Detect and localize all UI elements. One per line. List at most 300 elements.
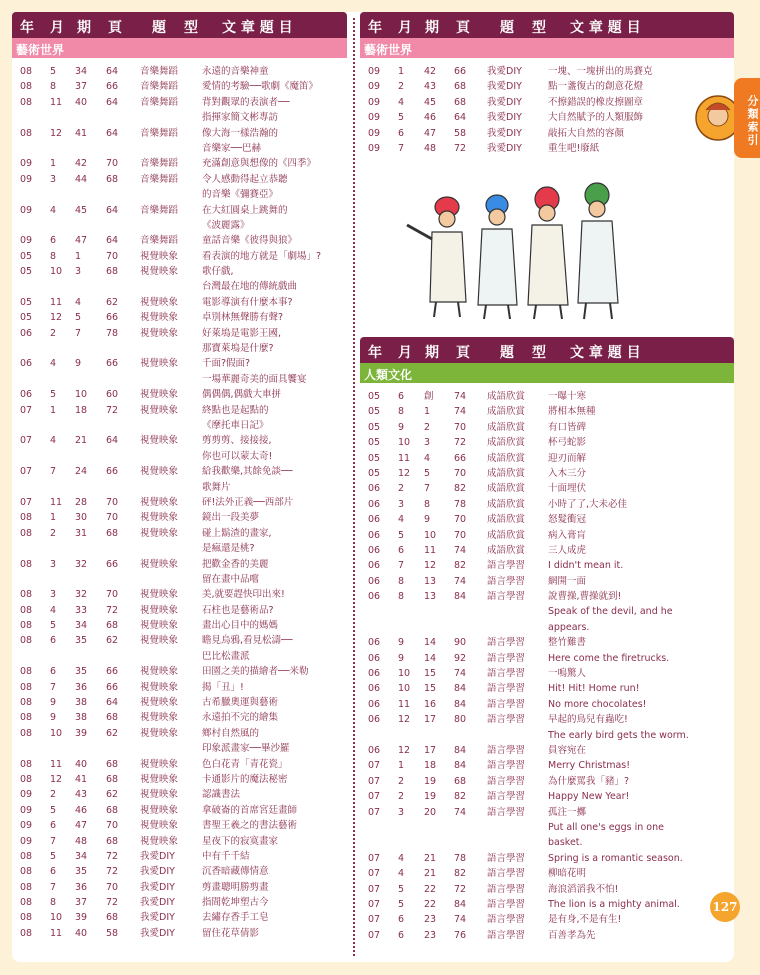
type-cell: 語言學習 xyxy=(487,914,526,926)
page-cell: 68 xyxy=(106,758,119,770)
title-cell: 一鳴驚人 xyxy=(548,668,587,680)
issue-cell: 16 xyxy=(424,698,437,710)
header-month: 月 xyxy=(50,20,64,36)
type-cell: 我愛DIY xyxy=(140,881,175,893)
header-type-2: 型 xyxy=(532,20,546,36)
month-cell: 4 xyxy=(398,96,405,108)
year-cell: 06 xyxy=(368,744,381,756)
table-row xyxy=(12,818,347,833)
page-cell: 72 xyxy=(106,604,119,616)
month-cell: 2 xyxy=(398,483,405,495)
type-cell: 視覺映象 xyxy=(140,666,179,678)
title-cell: 一塊、一塊拼出的馬賽克 xyxy=(548,66,653,77)
page-cell: 84 xyxy=(454,698,467,710)
title-cell: 印象派畫家──畢沙羅 xyxy=(202,743,290,755)
issue-cell: 1 xyxy=(424,406,431,418)
header-year: 年 xyxy=(368,345,382,361)
year-cell: 05 xyxy=(20,250,33,262)
issue-cell: 34 xyxy=(75,66,88,77)
year-cell: 07 xyxy=(368,852,381,864)
table-row xyxy=(12,572,347,587)
year-cell: 05 xyxy=(368,406,381,418)
month-cell: 1 xyxy=(50,404,57,416)
month-cell: 12 xyxy=(398,714,411,726)
issue-cell: 47 xyxy=(75,820,88,832)
table-row xyxy=(360,481,734,496)
issue-cell: 33 xyxy=(75,604,88,616)
header-month: 月 xyxy=(398,345,412,361)
table-row xyxy=(360,851,734,866)
title-cell: 是瘋還是桃? xyxy=(202,543,255,555)
title-cell: 田園之美的描繪者──米勒 xyxy=(202,666,309,678)
year-cell: 07 xyxy=(368,898,381,910)
issue-cell: 19 xyxy=(424,775,437,787)
issue-cell: 24 xyxy=(75,466,88,478)
issue-cell: 42 xyxy=(424,66,437,77)
year-cell: 09 xyxy=(20,835,33,847)
header-issue: 期 xyxy=(425,20,439,36)
issue-cell: 37 xyxy=(75,897,88,909)
page-cell: 72 xyxy=(454,437,467,449)
title-cell: 不擦錯誤的橡皮擦圖章 xyxy=(548,96,644,108)
type-cell: 音樂舞蹈 xyxy=(140,158,179,170)
title-cell: 鄉村自然風的 xyxy=(202,727,260,739)
page-cell: 72 xyxy=(454,142,467,154)
page-cell: 66 xyxy=(106,358,119,370)
month-cell: 9 xyxy=(50,712,57,724)
title-cell: 歌仔戲, xyxy=(202,266,234,278)
title-cell: 你也可以蒙太奇! xyxy=(202,450,273,462)
year-cell: 08 xyxy=(20,666,33,678)
table-row xyxy=(360,451,734,466)
table-row xyxy=(360,420,734,435)
type-cell: 我愛DIY xyxy=(140,866,175,878)
month-cell: 6 xyxy=(50,820,57,832)
issue-cell: 18 xyxy=(75,404,88,416)
type-cell: 視覺映象 xyxy=(140,312,179,324)
page-cell: 80 xyxy=(454,714,467,726)
title-cell: 員容宛在 xyxy=(548,744,587,756)
month-cell: 9 xyxy=(398,637,405,649)
title-cell: 音樂家──巴赫 xyxy=(202,142,261,154)
title-cell: 《摩托車日記》 xyxy=(202,419,269,431)
table-row xyxy=(12,772,347,787)
issue-cell: 38 xyxy=(75,697,88,709)
title-cell: 像大海一樣浩瀚的 xyxy=(202,127,279,139)
month-cell: 11 xyxy=(50,96,63,108)
issue-cell: 10 xyxy=(75,389,88,401)
issue-cell: 7 xyxy=(75,327,82,339)
title-cell: 永遠的音樂神童 xyxy=(202,66,269,77)
table-row xyxy=(360,110,734,125)
type-cell: 視覺映象 xyxy=(140,404,179,416)
page-cell: 66 xyxy=(106,81,119,93)
title-cell: 台灣最在地的傳統戲曲 xyxy=(202,281,298,293)
year-cell: 08 xyxy=(20,127,33,139)
issue-cell: 14 xyxy=(424,637,437,649)
title-cell: 令人感動得起立恭聽 xyxy=(202,173,288,185)
page-cell: 64 xyxy=(106,96,119,108)
header-title: 文 章 題 目 xyxy=(570,20,641,36)
type-cell: 視覺映象 xyxy=(140,697,179,709)
table-row xyxy=(360,835,734,850)
table-row xyxy=(12,464,347,479)
page-cell: 62 xyxy=(106,727,119,739)
page-cell: 90 xyxy=(454,637,467,649)
month-cell: 2 xyxy=(398,791,405,803)
month-cell: 6 xyxy=(50,666,57,678)
page-cell: 82 xyxy=(454,868,467,880)
year-cell: 06 xyxy=(368,560,381,572)
page-cell: 84 xyxy=(454,591,467,603)
title-cell: 孤注一擲 xyxy=(548,806,587,818)
table-row xyxy=(12,803,347,818)
year-cell: 09 xyxy=(368,81,381,93)
table-row xyxy=(12,618,347,633)
title-cell: 將相本無種 xyxy=(548,406,596,418)
month-cell: 3 xyxy=(398,806,405,818)
title-cell: 在大紅圓桌上跳舞的 xyxy=(202,204,288,216)
month-cell: 2 xyxy=(50,789,57,801)
type-cell: 語言學習 xyxy=(487,852,526,864)
month-cell: 4 xyxy=(50,604,57,616)
header-year: 年 xyxy=(368,20,382,36)
page-cell: 68 xyxy=(106,773,119,785)
title-cell: 瞻見烏鴉,看見松濤── xyxy=(202,635,293,647)
type-cell: 成語欣賞 xyxy=(487,406,526,418)
table-row xyxy=(12,156,347,171)
table-row xyxy=(12,64,347,79)
title-cell: 卡通影片的魔法秘密 xyxy=(202,773,288,785)
month-cell: 10 xyxy=(398,668,411,680)
title-cell: Hit! Hit! Home run! xyxy=(548,683,640,695)
header-page: 頁 xyxy=(108,20,122,36)
page-cell: 68 xyxy=(106,712,119,724)
index-page xyxy=(12,12,738,962)
page-cell: 66 xyxy=(106,466,119,478)
type-cell: 視覺映象 xyxy=(140,620,179,632)
table-row xyxy=(12,295,347,310)
page-cell: 72 xyxy=(106,897,119,909)
title-cell: 為什麼罵我「豬」? xyxy=(548,775,630,787)
type-cell: 視覺映象 xyxy=(140,558,179,570)
page-cell: 68 xyxy=(454,775,467,787)
month-cell: 3 xyxy=(398,498,405,510)
table-row xyxy=(12,757,347,772)
month-cell: 6 xyxy=(398,929,405,941)
year-cell: 07 xyxy=(368,929,381,941)
title-cell: 認識書法 xyxy=(202,789,241,801)
type-cell: 語言學習 xyxy=(487,898,526,910)
page-cell: 70 xyxy=(454,514,467,526)
page-cell: 72 xyxy=(106,866,119,878)
table-row xyxy=(12,726,347,741)
table-row xyxy=(360,95,734,110)
title-cell: 病入膏肓 xyxy=(548,529,587,541)
month-cell: 7 xyxy=(50,466,57,478)
title-cell: 好萊塢是電影王國, xyxy=(202,327,282,339)
table-row xyxy=(360,574,734,589)
page-cell: 70 xyxy=(106,496,119,508)
title-cell: The lion is a mighty animal. xyxy=(548,898,680,910)
year-cell: 07 xyxy=(20,435,33,447)
type-cell: 我愛DIY xyxy=(140,912,175,924)
type-cell: 視覺映象 xyxy=(140,496,179,508)
year-cell: 09 xyxy=(20,173,33,185)
title-cell: 那寶萊塢是什麼? xyxy=(202,343,274,355)
title-cell: 千面?假面? xyxy=(202,358,251,370)
title-cell: 古希臘奧運與藝術 xyxy=(202,697,279,709)
title-cell: The early bird gets the worm. xyxy=(548,729,689,741)
table-row xyxy=(360,758,734,773)
year-cell: 06 xyxy=(368,544,381,556)
year-cell: 08 xyxy=(20,620,33,632)
issue-cell: 35 xyxy=(75,666,88,678)
month-cell: 4 xyxy=(50,204,57,216)
title-cell: 給我歡樂,其餘免談── xyxy=(202,466,293,478)
table-row xyxy=(360,789,734,804)
type-cell: 語言學習 xyxy=(487,868,526,880)
year-cell: 08 xyxy=(20,881,33,893)
type-cell: 音樂舞蹈 xyxy=(140,66,179,77)
type-cell: 語言學習 xyxy=(487,744,526,756)
month-cell: 2 xyxy=(50,327,57,339)
title-cell: Merry Christmas! xyxy=(548,760,631,772)
issue-cell: 2 xyxy=(424,421,431,433)
type-cell: 視覺映象 xyxy=(140,466,179,478)
page-cell: 60 xyxy=(106,389,119,401)
year-cell: 09 xyxy=(20,235,33,247)
year-cell: 09 xyxy=(20,204,33,216)
issue-cell: 3 xyxy=(75,266,82,278)
page-cell: 92 xyxy=(454,652,467,664)
month-cell: 7 xyxy=(398,142,405,154)
page-cell: 72 xyxy=(454,883,467,895)
page-number: 127 xyxy=(710,892,740,922)
month-cell: 9 xyxy=(50,697,57,709)
type-cell: 我愛DIY xyxy=(140,850,175,862)
title-cell: 有口皆碑 xyxy=(548,421,587,433)
page-cell: 68 xyxy=(106,912,119,924)
year-cell: 06 xyxy=(368,529,381,541)
month-cell: 10 xyxy=(50,727,63,739)
table-row xyxy=(12,664,347,679)
table-row xyxy=(12,633,347,648)
type-cell: 語言學習 xyxy=(487,683,526,695)
title-cell: 三人成虎 xyxy=(548,544,587,556)
month-cell: 1 xyxy=(50,512,57,524)
year-cell: 08 xyxy=(20,512,33,524)
table-row xyxy=(360,589,734,604)
title-cell: 重生吧!廢紙 xyxy=(548,142,600,154)
page-cell: 84 xyxy=(454,744,467,756)
title-cell: 大自然賦予的人類服飾 xyxy=(548,112,644,124)
table-row xyxy=(360,928,734,943)
year-cell: 08 xyxy=(20,635,33,647)
table-row xyxy=(12,449,347,464)
type-cell: 視覺映象 xyxy=(140,712,179,724)
month-cell: 5 xyxy=(398,529,405,541)
issue-cell: 41 xyxy=(75,773,88,785)
title-cell: 點一盞復古的創意花燈 xyxy=(548,81,644,93)
title-cell: Put all one's eggs in one xyxy=(548,821,664,833)
year-cell: 06 xyxy=(368,591,381,603)
title-cell: 網開一面 xyxy=(548,575,587,587)
type-cell: 語言學習 xyxy=(487,560,526,572)
issue-cell: 21 xyxy=(75,435,88,447)
issue-cell: 17 xyxy=(424,714,437,726)
type-cell: 成語欣賞 xyxy=(487,544,526,556)
issue-cell: 39 xyxy=(75,912,88,924)
month-cell: 10 xyxy=(398,683,411,695)
table-row xyxy=(12,326,347,341)
table-row xyxy=(360,141,734,156)
title-cell: 一場華麗奇美的面具饗宴 xyxy=(202,373,307,385)
month-cell: 1 xyxy=(398,66,405,77)
year-cell: 09 xyxy=(368,66,381,77)
month-cell: 6 xyxy=(50,235,57,247)
year-cell: 08 xyxy=(20,66,33,77)
issue-cell: 19 xyxy=(424,791,437,803)
title-cell: 敲拓大自然的容顏 xyxy=(548,127,625,139)
title-cell: I didn't mean it. xyxy=(548,560,624,572)
month-cell: 11 xyxy=(398,698,411,710)
table-row xyxy=(12,895,347,910)
type-cell: 語言學習 xyxy=(487,929,526,941)
month-cell: 8 xyxy=(50,250,57,262)
page-cell: 68 xyxy=(106,266,119,278)
month-cell: 12 xyxy=(398,744,411,756)
type-cell: 視覺映象 xyxy=(140,604,179,616)
month-cell: 8 xyxy=(398,575,405,587)
page-cell: 78 xyxy=(106,327,119,339)
month-cell: 4 xyxy=(398,514,405,526)
index-list xyxy=(360,64,734,156)
month-cell: 10 xyxy=(50,266,63,278)
year-cell: 07 xyxy=(368,775,381,787)
table-row xyxy=(12,387,347,402)
table-row xyxy=(360,712,734,727)
year-cell: 05 xyxy=(20,296,33,308)
type-cell: 視覺映象 xyxy=(140,681,179,693)
type-cell: 成語欣賞 xyxy=(487,498,526,510)
title-cell: 歌舞片 xyxy=(202,481,231,493)
year-cell: 06 xyxy=(368,637,381,649)
page-cell: 70 xyxy=(106,250,119,262)
year-cell: 05 xyxy=(368,421,381,433)
month-cell: 4 xyxy=(398,852,405,864)
title-cell: 說曹操,曹操就到! xyxy=(548,591,622,603)
table-row xyxy=(360,497,734,512)
title-cell: 柳暗花明 xyxy=(548,868,587,880)
type-cell: 我愛DIY xyxy=(140,897,175,909)
table-row xyxy=(360,743,734,758)
type-cell: 語言學習 xyxy=(487,698,526,710)
page-cell: 70 xyxy=(106,158,119,170)
title-cell: 剪剪剪、接接接, xyxy=(202,435,272,447)
month-cell: 3 xyxy=(50,173,57,185)
month-cell: 2 xyxy=(398,81,405,93)
page-cell: 78 xyxy=(454,852,467,864)
header-year: 年 xyxy=(20,20,34,36)
title-cell: 美,就要趕快印出來! xyxy=(202,589,285,601)
left-column xyxy=(12,12,347,941)
table-row xyxy=(12,695,347,710)
table-row xyxy=(12,141,347,156)
month-cell: 10 xyxy=(50,912,63,924)
type-cell: 視覺映象 xyxy=(140,296,179,308)
table-row xyxy=(12,649,347,664)
year-cell: 08 xyxy=(20,727,33,739)
table-row xyxy=(12,172,347,187)
title-cell: 把歡金香的美麗 xyxy=(202,558,269,570)
title-cell: 畫出心目中的媽媽 xyxy=(202,620,279,632)
type-cell: 視覺映象 xyxy=(140,250,179,262)
issue-cell: 46 xyxy=(75,804,88,816)
title-cell: 一曝十寒 xyxy=(548,391,587,402)
issue-cell: 48 xyxy=(75,835,88,847)
year-cell: 08 xyxy=(20,712,33,724)
page-cell: 82 xyxy=(454,483,467,495)
issue-cell: 13 xyxy=(424,591,437,603)
title-cell: 童話音樂《彼得與狼》 xyxy=(202,235,298,247)
month-cell: 6 xyxy=(398,127,405,139)
year-cell: 07 xyxy=(368,914,381,926)
month-cell: 4 xyxy=(50,435,57,447)
table-row xyxy=(12,79,347,94)
title-cell: 拿破崙的首席宮廷畫師 xyxy=(202,804,298,816)
table-row xyxy=(12,203,347,218)
month-cell: 7 xyxy=(398,560,405,572)
title-cell: basket. xyxy=(548,837,583,849)
type-cell: 我愛DIY xyxy=(487,112,522,124)
table-row xyxy=(360,512,734,527)
type-cell: 音樂舞蹈 xyxy=(140,204,179,216)
issue-cell: 40 xyxy=(75,927,88,939)
title-cell: 入木三分 xyxy=(548,467,587,479)
type-cell: 視覺映象 xyxy=(140,389,179,401)
page-cell: 62 xyxy=(106,296,119,308)
title-cell: 怒髮衝冠 xyxy=(548,514,587,526)
issue-cell: 21 xyxy=(424,852,437,864)
page-cell: 68 xyxy=(106,527,119,539)
year-cell: 08 xyxy=(20,912,33,924)
year-cell: 08 xyxy=(20,81,33,93)
table-row xyxy=(12,787,347,802)
table-row xyxy=(360,435,734,450)
table-row xyxy=(12,279,347,294)
title-cell: 《波麗露》 xyxy=(202,219,250,231)
year-cell: 07 xyxy=(368,883,381,895)
title-cell: 揭「丑」! xyxy=(202,681,244,693)
page-cell: 70 xyxy=(454,529,467,541)
issue-cell: 34 xyxy=(75,620,88,632)
issue-cell: 32 xyxy=(75,558,88,570)
page-cell: 82 xyxy=(454,560,467,572)
title-cell: 背對觀眾的表演者── xyxy=(202,96,290,108)
issue-cell: 10 xyxy=(424,529,437,541)
title-cell: 早起的鳥兒有蟲吃! xyxy=(548,714,628,726)
page-cell: 82 xyxy=(454,791,467,803)
issue-cell: 14 xyxy=(424,652,437,664)
page-cell: 70 xyxy=(106,589,119,601)
month-cell: 12 xyxy=(398,467,411,479)
table-row xyxy=(12,433,347,448)
page-cell: 68 xyxy=(454,81,467,93)
issue-cell: 3 xyxy=(424,437,431,449)
page-cell: 68 xyxy=(454,96,467,108)
title-cell: 巴比松畫派 xyxy=(202,650,250,662)
